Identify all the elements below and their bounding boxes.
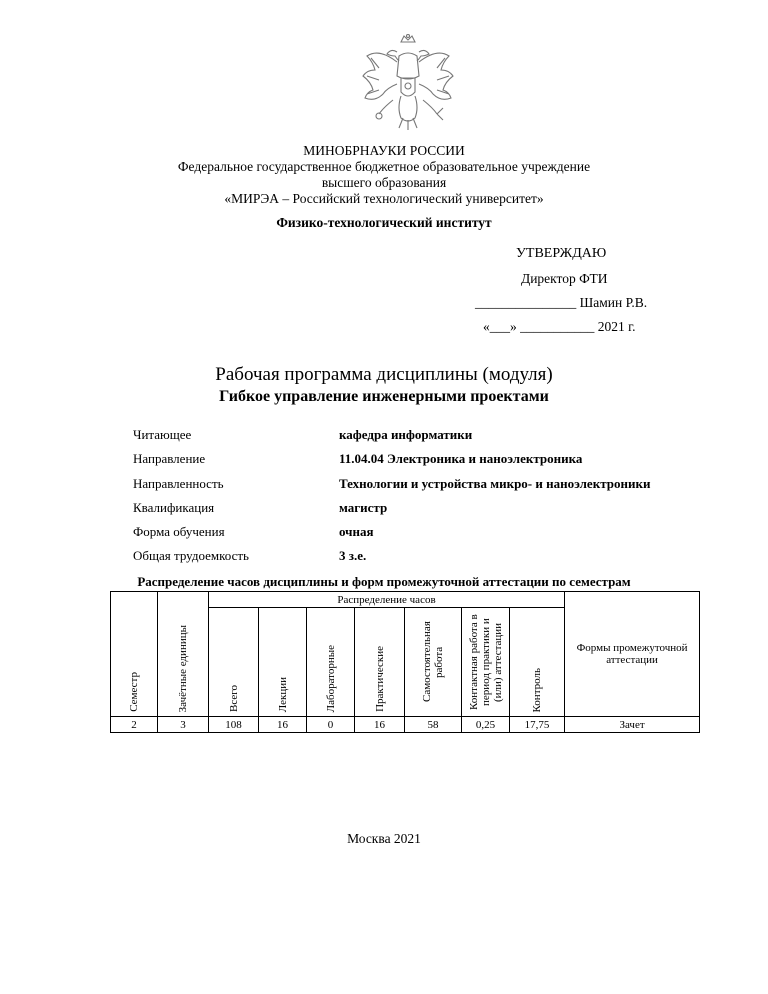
info-label: Форма обучения <box>133 524 225 539</box>
city-year: Москва 2021 <box>347 831 421 846</box>
header-practice: Практические <box>355 608 405 717</box>
info-value: очная <box>339 524 374 539</box>
header-forms: Формы промежуточной аттестации <box>565 592 700 717</box>
header-semester: Семестр <box>111 592 158 717</box>
info-row-qualification <box>133 500 733 520</box>
director-position: Директор ФТИ <box>521 271 608 286</box>
info-value: Технологии и устройства микро- и наноэлектроники <box>339 476 651 491</box>
info-value: 11.04.04 Электроника и наноэлектроника <box>339 451 583 466</box>
hours-distribution-table <box>110 591 700 733</box>
header-control: Контроль <box>510 608 565 717</box>
header-credits: Зачётные единицы <box>158 592 209 717</box>
eagle-emblem-icon <box>349 34 467 144</box>
cell-self-study: 58 <box>405 717 462 733</box>
header-total: Всего <box>209 608 259 717</box>
institute-name: Физико-технологический институт <box>276 215 492 230</box>
header-labs: Лабораторные <box>307 608 355 717</box>
cell-contact: 0,25 <box>462 717 510 733</box>
cell-labs: 0 <box>307 717 355 733</box>
header-lectures: Лекции <box>259 608 307 717</box>
header-contact: Контактная работа в период практики и (или) аттестации <box>462 608 510 717</box>
table-caption: Распределение часов дисциплины и форм промежуточной аттестации по семестрам <box>137 574 631 589</box>
cell-lectures: 16 <box>259 717 307 733</box>
info-label: Квалификация <box>133 500 215 515</box>
info-value: магистр <box>339 500 388 515</box>
info-label: Общая трудоемкость <box>133 548 249 563</box>
info-label: Направленность <box>133 476 224 491</box>
org-line-3: «МИРЭА – Российский технологический университет» <box>224 191 544 206</box>
org-line-2: высшего образования <box>321 175 447 190</box>
info-row-department <box>133 427 733 447</box>
discipline-name: Гибкое управление инженерными проектами <box>219 388 549 405</box>
table-row <box>111 717 700 733</box>
info-label: Читающее <box>133 427 192 442</box>
header-hours-group: Распределение часов <box>209 592 565 608</box>
info-row-workload <box>133 548 733 568</box>
ministry-name: МИНОБРНАУКИ РОССИИ <box>303 143 465 158</box>
cell-semester: 2 <box>111 717 158 733</box>
approval-date-line: «___» ___________ 2021 г. <box>483 319 636 334</box>
cell-credits: 3 <box>158 717 209 733</box>
cell-practice: 16 <box>355 717 405 733</box>
cell-total: 108 <box>209 717 259 733</box>
signature-line: _______________ Шамин Р.В. <box>475 295 648 310</box>
document-title: Рабочая программа дисциплины (модуля) <box>215 364 553 385</box>
info-row-focus <box>133 476 733 496</box>
approve-heading: УТВЕРЖДАЮ <box>516 246 607 261</box>
cell-forms: Зачет <box>565 717 700 733</box>
info-value: кафедра информатики <box>339 427 473 442</box>
org-line-1: Федеральное государственное бюджетное образовательное учреждение <box>177 159 591 174</box>
header-self-study: Самостоятельная работа <box>405 608 462 717</box>
info-value: 3 з.е. <box>339 548 367 563</box>
info-row-study-form <box>133 524 733 544</box>
info-label: Направление <box>133 451 206 466</box>
info-row-direction <box>133 451 733 471</box>
cell-control: 17,75 <box>510 717 565 733</box>
